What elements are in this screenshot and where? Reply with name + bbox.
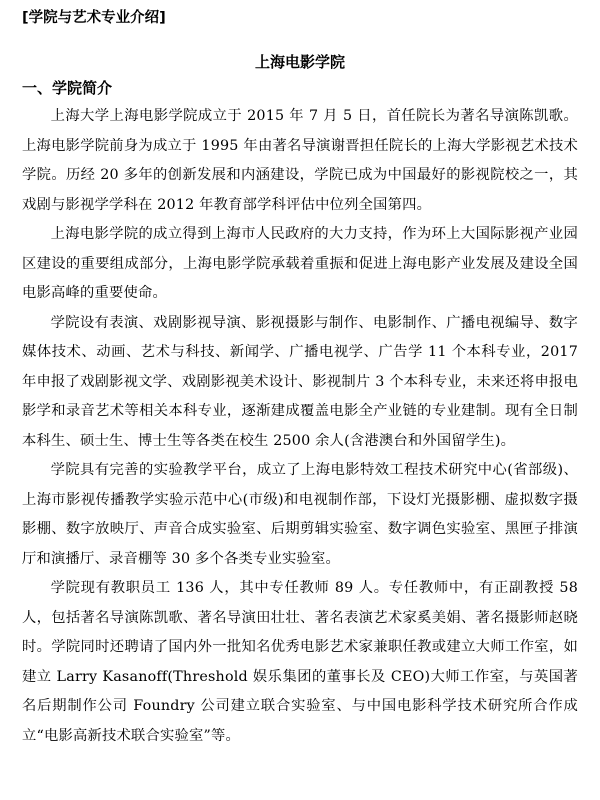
paragraph-faculty: 学院现有教职员工 136 人，其中专任教师 89 人。专任教师中，有正副教授 58 人，包括著名导演陈凯歌、著名导演田壮壮、著名表演艺术家奚美娟、著名摄影师赵晓时。学院同时还聘请了国内外一批知名优秀电影艺术家兼职任教或建立大师工作室，如建立 Larry Kasanoff(Threshold 娱乐集团的董事长及 CEO)大师工作室，与英国著名后期制作公司 Foundry 公司建立联合实验室、与中国电影科学技术研究所合作成立“电影高新技术联合实验室”等。 [22, 580, 578, 744]
section-heading: 一、学院简介 [22, 79, 113, 97]
paragraph-majors: 学院设有表演、戏剧影视导演、影视摄影与制作、电影制作、广播电视编导、数字媒体技术、动画、艺术与科技、新闻学、广播电视学、广告学 11 个本科专业，2017 年申报了戏剧影视文学、戏剧影视美术设计、影视制片 3 个本科专业，未来还将申报电影学和录音艺术等相关本科专业，逐渐建成覆盖电影全产业链的专业建制。现有全日制本科生、硕士生、博士生等各类在校生 2500 余人(含港澳台和外国留学生)。 [22, 314, 578, 449]
page-title: 上海电影学院 [254, 53, 345, 71]
section-tag: [学院与艺术专业介绍] [22, 10, 166, 26]
paragraph-history: 上海大学上海电影学院成立于 2015 年 7 月 5 日，首任院长为著名导演陈凯歌。上海电影学院前身为成立于 1995 年由著名导演谢晋担任院长的上海大学影视艺术技术学院。历经 20 多年的创新发展和内涵建设，学院已成为中国最好的影视院校之一，其戏剧与影视学学科在 2012 年教育部学科评估中位列全国第四。 [22, 108, 578, 213]
paragraph-labs: 学院具有完善的实验教学平台，成立了上海电影特效工程技术研究中心(省部级)、上海市影视传播教学实验示范中心(市级)和电视制作部，下设灯光摄影棚、虚拟数字摄影棚、数字放映厅、声音合成实验室、后期剪辑实验室、数字调色实验室、黑匣子排演厅和演播厅、录音棚等 30 多个各类专业实验室。 [22, 462, 578, 567]
paragraph-support: 上海电影学院的成立得到上海市人民政府的大力支持，作为环上大国际影视产业园区建设的重要组成部分，上海电影学院承载着重振和促进上海电影产业发展及建设全国电影高峰的重要使命。 [22, 226, 578, 301]
